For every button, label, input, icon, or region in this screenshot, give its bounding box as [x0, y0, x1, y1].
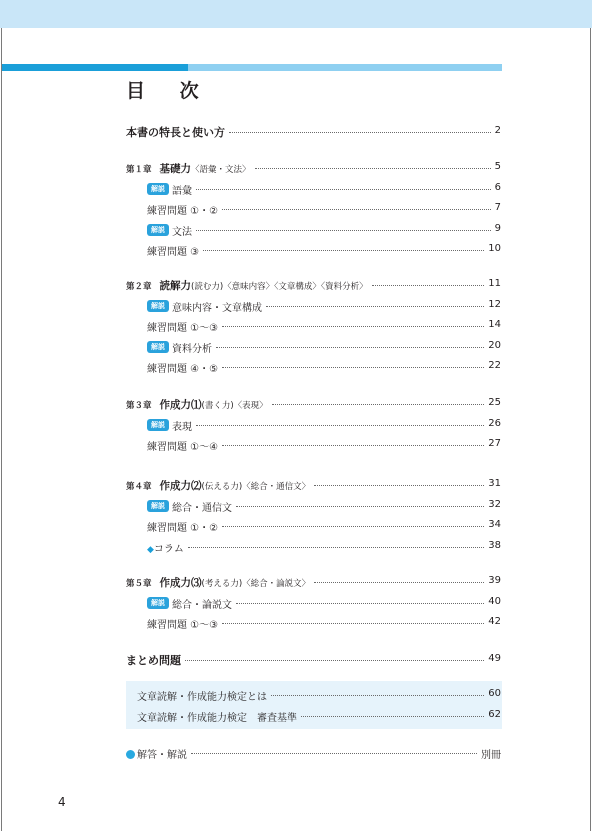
dot-leader — [222, 445, 484, 446]
kaisetsu-badge: 解説 — [147, 183, 169, 195]
dot-leader — [236, 506, 484, 507]
page-ref: 7 — [494, 202, 501, 213]
spacer — [152, 282, 160, 291]
answers-link — [126, 746, 187, 761]
kaisetsu-badge: 解説 — [147, 300, 169, 312]
dot-leader — [203, 250, 484, 251]
top-band — [0, 0, 592, 28]
page-ref: 6 — [494, 181, 501, 193]
dot-leader — [255, 168, 491, 169]
section-entry — [147, 360, 218, 375]
page-ref: 27 — [488, 438, 501, 449]
chapter-subtitle: (考える力)〈総合・論説文〉 — [201, 579, 311, 589]
toc-chapter-2[interactable] — [0, 276, 592, 294]
toc-item[interactable] — [0, 338, 592, 356]
toc-item[interactable] — [0, 436, 592, 454]
dot-leader — [222, 209, 491, 210]
title-accent-bar-light — [188, 64, 502, 71]
toc-chapter-3[interactable] — [0, 395, 592, 413]
toc-item[interactable] — [0, 221, 592, 239]
section-entry — [172, 182, 192, 197]
chapter-subtitle: (書く力)〈表現〉 — [201, 401, 268, 411]
page-ref: 49 — [488, 653, 501, 664]
page-ref: 25 — [488, 397, 501, 408]
page-ref: 別冊 — [481, 750, 501, 761]
chapter-label: 第１章 — [126, 165, 152, 175]
section-title: 文法 — [172, 226, 192, 238]
page-ref: 12 — [488, 298, 501, 310]
section-title: 語彙 — [172, 185, 192, 197]
toc-entry-intro[interactable] — [0, 123, 592, 141]
chapter-heading — [126, 397, 268, 412]
page-title: 目 次 — [126, 80, 213, 102]
section-entry — [172, 299, 262, 314]
page-ref: 22 — [488, 360, 501, 371]
chapter-heading — [126, 161, 251, 176]
toc-item[interactable] — [0, 180, 592, 198]
chapter-label: 第２章 — [126, 282, 152, 292]
page-ref: 10 — [488, 243, 501, 254]
kaisetsu-badge: 解説 — [147, 597, 169, 609]
chapter-label: 第４章 — [126, 482, 152, 492]
section-title: 練習問題 ①・② — [147, 206, 219, 217]
dot-leader — [372, 285, 485, 286]
chapter-subtitle: (伝える力)〈総合・通信文〉 — [201, 482, 311, 492]
section-title: 練習問題 ④・⑤ — [147, 364, 219, 375]
dot-leader — [271, 695, 484, 696]
toc-item[interactable] — [0, 497, 592, 515]
section-entry — [147, 202, 218, 217]
dot-leader — [216, 347, 484, 348]
kaisetsu-badge: 解説 — [147, 341, 169, 353]
chapter-heading — [126, 575, 310, 590]
intro-link: 本書の特長と使い方 — [126, 126, 225, 139]
chapter-label: 第５章 — [126, 579, 152, 589]
dot-leader — [222, 526, 484, 527]
page-ref: 62 — [488, 709, 501, 720]
page-ref: 11 — [488, 278, 501, 289]
chapter-title: 読解力 — [159, 280, 192, 292]
section-entry — [172, 340, 212, 355]
toc-item[interactable] — [0, 594, 592, 612]
section-entry — [172, 418, 192, 433]
page-ref: 38 — [488, 539, 501, 551]
dot-leader — [229, 132, 491, 133]
chapter-heading — [126, 478, 310, 493]
spacer — [152, 482, 160, 491]
dot-leader — [222, 326, 484, 327]
toc-item[interactable] — [0, 200, 592, 218]
section-title: 練習問題 ③ — [147, 247, 200, 258]
section-title: 意味内容・文章構成 — [172, 302, 262, 314]
section-title: 総合・通信文 — [172, 502, 232, 514]
section-title: コラム — [153, 543, 184, 555]
toc-item[interactable] — [0, 517, 592, 535]
dot-leader — [272, 404, 485, 405]
dot-leader — [314, 485, 484, 486]
dot-leader — [185, 660, 484, 661]
page-ref: 34 — [488, 519, 501, 530]
toc-chapter-4[interactable] — [0, 476, 592, 494]
page-ref: 20 — [488, 339, 501, 351]
chapter-title: 基礎力 — [159, 163, 192, 175]
page-ref: 14 — [488, 319, 501, 330]
chapter-title: 作成力⑶ — [159, 577, 202, 589]
page-ref: 42 — [488, 616, 501, 627]
dot-leader — [314, 582, 484, 583]
info-entry: 文章読解・作成能力検定とは — [137, 692, 267, 703]
dot-leader — [222, 623, 484, 624]
kaisetsu-badge: 解説 — [147, 419, 169, 431]
section-title: 練習問題 ①・② — [147, 523, 219, 534]
section-title: 表現 — [172, 421, 192, 433]
dot-leader — [301, 716, 484, 717]
toc-item[interactable] — [0, 358, 592, 376]
section-title: 練習問題 ①〜③ — [147, 323, 219, 334]
toc-info-entry[interactable] — [0, 686, 592, 704]
chapter-label: 第３章 — [126, 401, 152, 411]
page-ref: 31 — [488, 478, 501, 489]
spacer — [152, 579, 160, 588]
section-entry — [172, 223, 192, 238]
toc-chapter-1[interactable] — [0, 159, 592, 177]
page-ref: 39 — [488, 575, 501, 586]
dot-leader — [236, 603, 484, 604]
page-ref: 26 — [488, 417, 501, 429]
answers-label: 解答・解説 — [137, 750, 187, 761]
dot-leader — [188, 547, 484, 548]
bullet-circle-icon — [126, 750, 135, 759]
dot-leader — [266, 306, 484, 307]
kaisetsu-badge: 解説 — [147, 224, 169, 236]
section-entry — [147, 319, 218, 334]
page-ref: 32 — [488, 498, 501, 510]
title-accent-bar — [2, 64, 188, 71]
section-title: 練習問題 ①〜④ — [147, 442, 219, 453]
dot-leader — [196, 425, 484, 426]
info-entry: 文章読解・作成能力検定 審査基準 — [137, 713, 297, 724]
dot-leader — [196, 230, 491, 231]
page-ref: 2 — [494, 125, 501, 136]
dot-leader — [191, 753, 477, 754]
chapter-subtitle: 〈語彙・文法〉 — [191, 165, 251, 175]
spacer — [152, 165, 160, 174]
toc-entry-answers[interactable] — [0, 744, 592, 762]
section-entry — [147, 616, 218, 631]
dot-leader — [222, 367, 484, 368]
page-ref: 40 — [488, 595, 501, 607]
kaisetsu-badge: 解説 — [147, 500, 169, 512]
toc-item[interactable] — [0, 241, 592, 259]
toc-entry-summary[interactable] — [0, 651, 592, 669]
page-ref: 5 — [494, 161, 501, 172]
section-entry — [172, 499, 232, 514]
chapter-title: 作成力⑴ — [159, 399, 202, 411]
toc-chapter-5[interactable] — [0, 573, 592, 591]
toc-item[interactable] — [0, 297, 592, 315]
spacer — [152, 401, 160, 410]
summary-link: まとめ問題 — [126, 654, 181, 667]
chapter-subtitle: (読む力)〈意味内容〉〈文章構成〉〈資料分析〉 — [191, 282, 368, 292]
section-entry — [147, 243, 199, 258]
page-ref: 60 — [488, 688, 501, 699]
toc-item[interactable] — [0, 317, 592, 335]
section-entry — [147, 438, 218, 453]
diamond-icon: ◆ — [147, 544, 154, 555]
page-ref: 9 — [494, 222, 501, 234]
toc-item[interactable] — [0, 614, 592, 632]
section-title: 資料分析 — [172, 343, 212, 355]
section-entry — [147, 540, 184, 555]
dot-leader — [196, 189, 491, 190]
toc-info-entry[interactable] — [0, 707, 592, 725]
chapter-title: 作成力⑵ — [159, 480, 202, 492]
section-entry — [147, 519, 218, 534]
toc-item[interactable] — [0, 416, 592, 434]
section-entry — [172, 596, 232, 611]
toc-item[interactable] — [0, 538, 592, 556]
page-number: 4 — [58, 795, 66, 809]
chapter-heading — [126, 278, 368, 293]
section-title: 練習問題 ①〜③ — [147, 620, 219, 631]
section-title: 総合・論説文 — [172, 599, 232, 611]
